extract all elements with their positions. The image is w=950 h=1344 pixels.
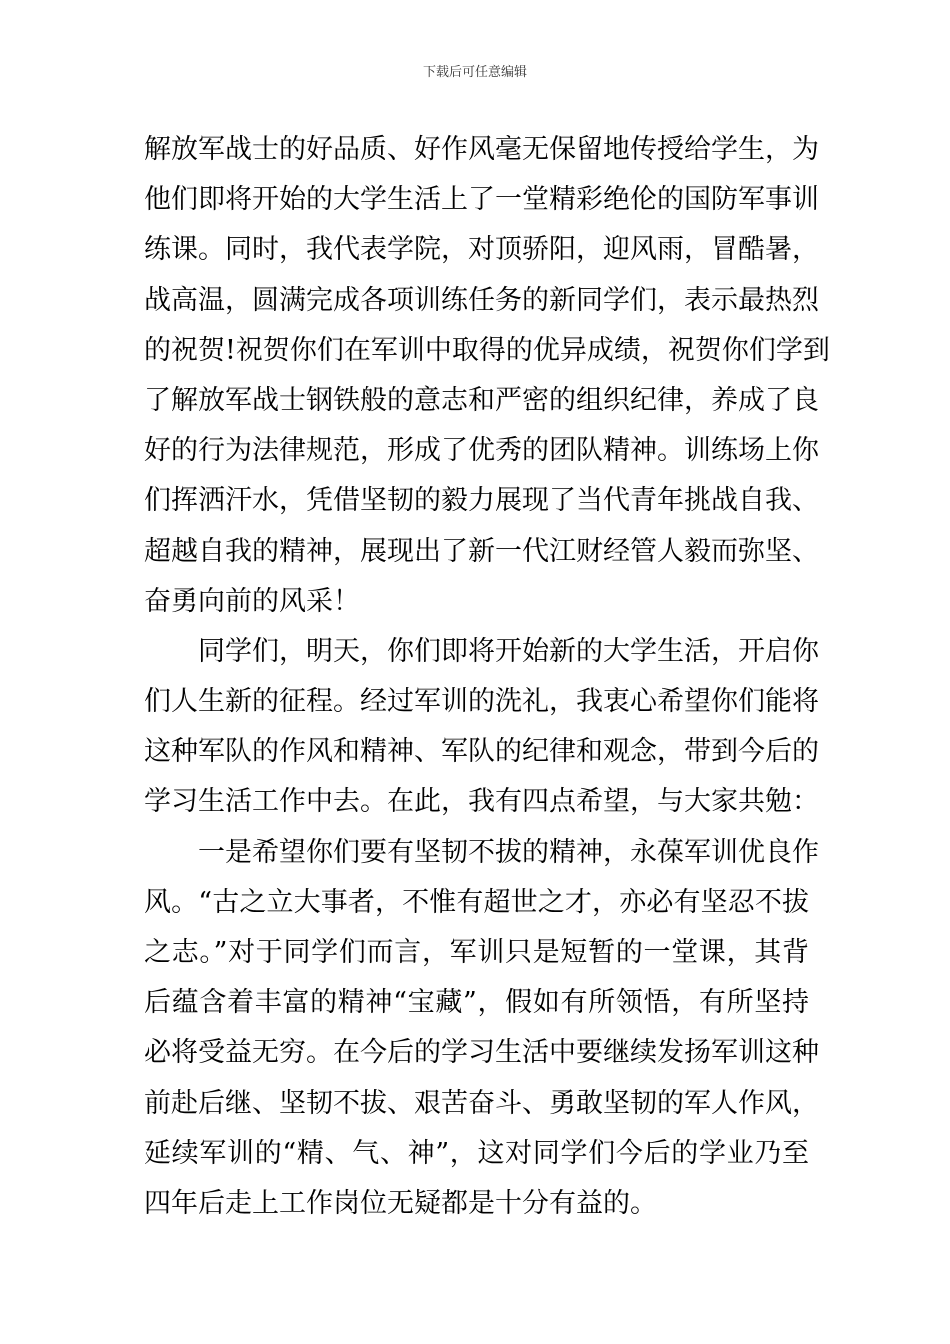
text-line: 学习生活工作中去。在此，我有四点希望，与大家共勉：	[144, 786, 819, 818]
text-line: 的祝贺!祝贺你们在军训中取得的优异成绩，祝贺你们学到	[144, 334, 830, 366]
text-line: 一是希望你们要有坚韧不拔的精神，永葆军训优良作	[198, 836, 819, 868]
text-line: 练课。同时，我代表学院，对顶骄阳，迎风雨，冒酷暑，	[144, 234, 819, 266]
text-line: 奋勇向前的风采！	[144, 585, 360, 617]
text-line: 四年后走上工作岗位无疑都是十分有益的。	[144, 1187, 657, 1219]
text-line: 风。“古之立大事者，不惟有超世之才，亦必有坚忍不拔	[144, 886, 809, 918]
text-line: 后蕴含着丰富的精神“宝藏”，假如有所领悟，有所坚持	[144, 987, 809, 1019]
text-line: 好的行为法律规范，形成了优秀的团队精神。训练场上你	[144, 435, 819, 467]
text-line: 解放军战士的好品质、好作风毫无保留地传授给学生，为	[144, 134, 819, 165]
text-line: 前赴后继、坚韧不拔、艰苦奋斗、勇敢坚韧的军人作风，	[144, 1087, 819, 1119]
text-line: 同学们，明天，你们即将开始新的大学生活，开启你	[198, 635, 819, 667]
text-line: 他们即将开始的大学生活上了一堂精彩绝伦的国防军事训	[144, 184, 819, 216]
text-line: 必将受益无穷。在今后的学习生活中要继续发扬军训这种	[144, 1037, 819, 1069]
page-header-note: 下载后可任意编辑	[422, 65, 527, 80]
text-line: 延续军训的“精、气、神”，这对同学们今后的学业乃至	[144, 1137, 809, 1169]
text-line: 了解放军战士钢铁般的意志和严密的组织纪律，养成了良	[144, 384, 819, 416]
text-line: 超越自我的精神，展现出了新一代江财经管人毅而弥坚、	[144, 535, 819, 567]
document-body	[144, 125, 830, 1229]
text-line: 战高温，圆满完成各项训练任务的新同学们，表示最热烈	[144, 284, 819, 316]
text-line: 们挥洒汗水，凭借坚韧的毅力展现了当代青年挑战自我、	[144, 485, 819, 517]
text-line: 之志。”对于同学们而言，军训只是短暂的一堂课，其背	[144, 937, 809, 968]
text-line: 这种军队的作风和精神、军队的纪律和观念，带到今后的	[144, 736, 819, 768]
text-line: 们人生新的征程。经过军训的洗礼，我衷心希望你们能将	[144, 686, 819, 718]
